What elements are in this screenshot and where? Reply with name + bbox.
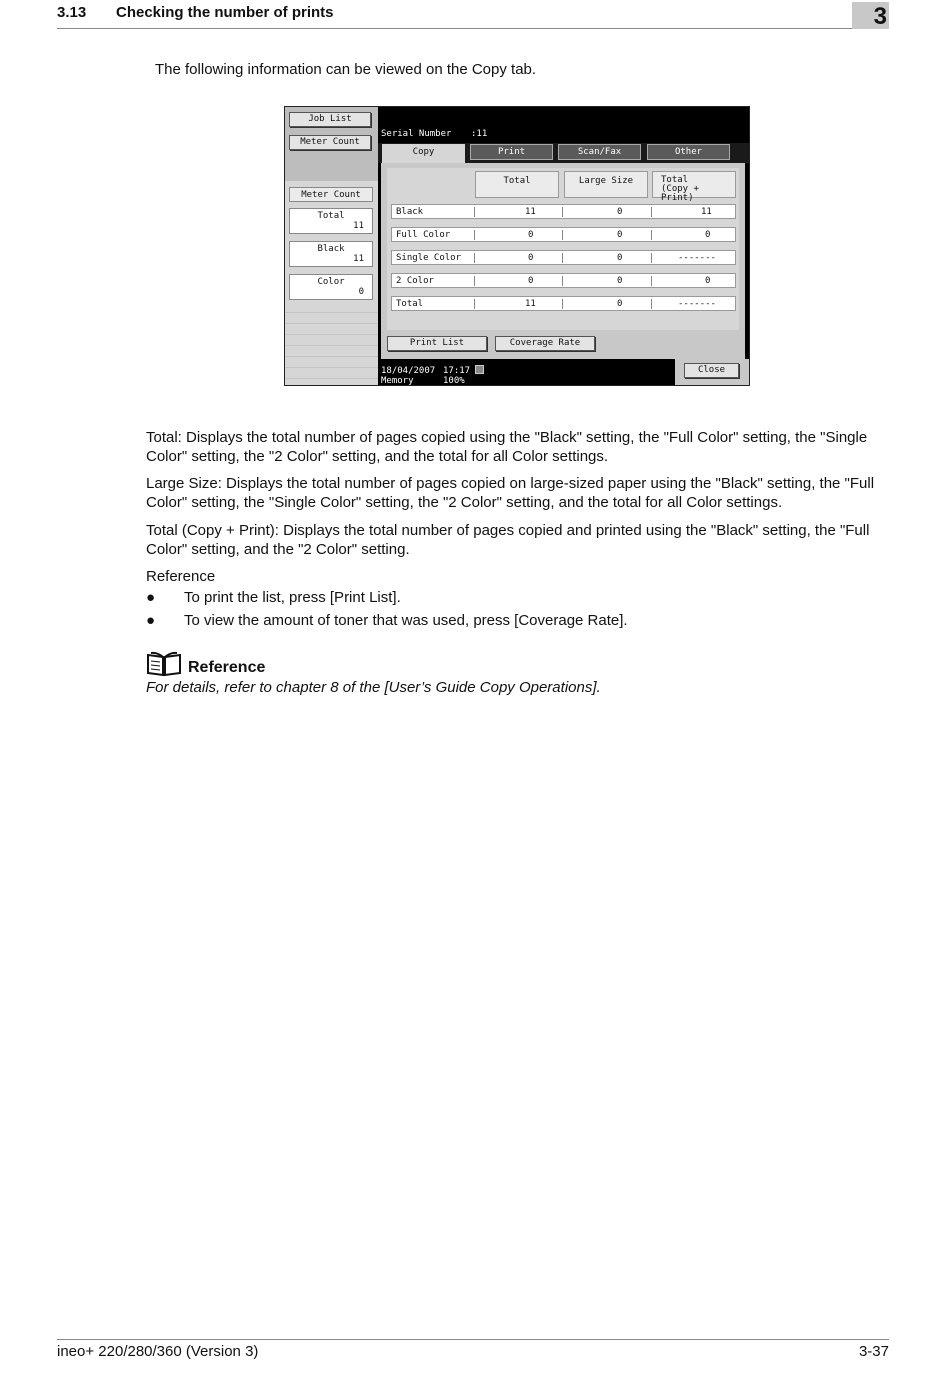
side-count-total: [289, 208, 373, 234]
side-count-value: 0: [358, 287, 364, 297]
bullet-item: To view the amount of toner that was used, press [Coverage Rate].: [184, 612, 628, 629]
row-total: 11: [525, 207, 536, 217]
table-row: [391, 227, 736, 242]
row-label: Black: [396, 207, 424, 217]
header-rule: [57, 28, 889, 29]
meter-count-heading: Meter Count: [301, 190, 361, 200]
book-icon: [146, 651, 182, 677]
meter-count-button[interactable]: Meter Count: [289, 135, 371, 150]
col-header-total-copy-print: Total (Copy + Print): [652, 171, 736, 198]
row-total: 0: [528, 253, 534, 263]
paragraph-large-size: Large Size: Displays the total number of pages copied on large-sized paper using the "Black" setting, the "Full Color" setting, the "Single Color" setting, the "2 Color" setting, and the total for all Color settings.: [146, 475, 875, 511]
reference-text: For details, refer to chapter 8 of the [User’s Guide Copy Operations].: [146, 679, 601, 696]
footer-date-memory: [381, 366, 435, 386]
footer-date: 18/04/2007: [381, 366, 436, 376]
row-total: 11: [525, 299, 536, 309]
table-row: [391, 273, 736, 288]
reference-title: Reference: [188, 659, 266, 676]
paragraph-total-copy-print: Total (Copy + Print): Displays the total number of pages copied and printed using the "Black" setting, the "Full Color" setting, and the "2 Color" setting.: [146, 522, 870, 558]
chapter-number: 3: [873, 3, 887, 30]
bullet-dot: ●: [146, 589, 156, 606]
row-large-size: 0: [617, 230, 623, 240]
serial-number-value: :11: [471, 129, 488, 139]
side-count-label: Color: [317, 277, 345, 287]
row-label: 2 Color: [396, 276, 434, 286]
row-label: Total: [396, 299, 424, 309]
row-copy-print: 0: [705, 230, 711, 240]
bullet-item: To print the list, press [Print List].: [184, 589, 401, 606]
side-count-color: [289, 274, 373, 300]
tab-other[interactable]: Other: [647, 144, 730, 160]
row-copy-print: 0: [705, 276, 711, 286]
reference-label: Reference: [146, 568, 216, 585]
tab-print[interactable]: Print: [470, 144, 553, 160]
footer-memory-value: 100%: [443, 376, 465, 386]
close-button[interactable]: Close: [684, 363, 739, 378]
table-row: [391, 204, 736, 219]
side-panel-stripes: [285, 302, 378, 382]
print-list-button[interactable]: Print List: [387, 336, 487, 351]
side-count-label: Black: [317, 244, 345, 254]
row-total: 0: [528, 230, 534, 240]
serial-number-label: Serial Number: [381, 129, 452, 139]
row-label: Single Color: [396, 253, 462, 263]
row-label: Full Color: [396, 230, 451, 240]
row-large-size: 0: [617, 276, 623, 286]
footer-memory-label: Memory: [381, 376, 414, 386]
status-icon: [475, 365, 484, 374]
control-panel-screenshot: [284, 106, 750, 386]
paragraph-total: Total: Displays the total number of pages copied using the "Black" setting, the "Full Color" setting, the "Single Color" setting, the "2 Color" setting, and the total for all Color settings.: [146, 429, 868, 465]
footer-time: 17:17: [443, 366, 471, 376]
tab-scan-fax[interactable]: Scan/Fax: [558, 144, 641, 160]
side-count-label: Total: [317, 211, 345, 221]
page-title: Checking the number of prints: [116, 4, 334, 21]
tab-copy[interactable]: Copy: [382, 144, 465, 166]
row-total: 0: [528, 276, 534, 286]
table-row: [391, 296, 736, 311]
side-count-value: 11: [353, 221, 364, 231]
row-large-size: 0: [617, 253, 623, 263]
row-large-size: 0: [617, 299, 623, 309]
row-copy-print: -------: [678, 253, 716, 263]
side-count-value: 11: [353, 254, 364, 264]
row-large-size: 0: [617, 207, 623, 217]
intro-text: The following information can be viewed on the Copy tab.: [155, 61, 537, 78]
table-row: [391, 250, 736, 265]
section-number: 3.13: [57, 4, 87, 21]
row-copy-print: -------: [678, 299, 716, 309]
coverage-rate-button[interactable]: Coverage Rate: [495, 336, 595, 351]
footer-rule: [57, 1339, 889, 1340]
meter-count-section: [289, 187, 373, 202]
footer-page-number: 3-37: [858, 1343, 889, 1360]
job-list-button[interactable]: Job List: [289, 112, 371, 127]
col-header-total: Total: [475, 171, 559, 198]
side-count-black: [289, 241, 373, 267]
col-header-large-size: Large Size: [564, 171, 648, 198]
footer-time-memory: [443, 366, 470, 386]
row-copy-print: 11: [701, 207, 712, 217]
footer-product: ineo+ 220/280/360 (Version 3): [57, 1343, 259, 1360]
bullet-dot: ●: [146, 612, 156, 629]
